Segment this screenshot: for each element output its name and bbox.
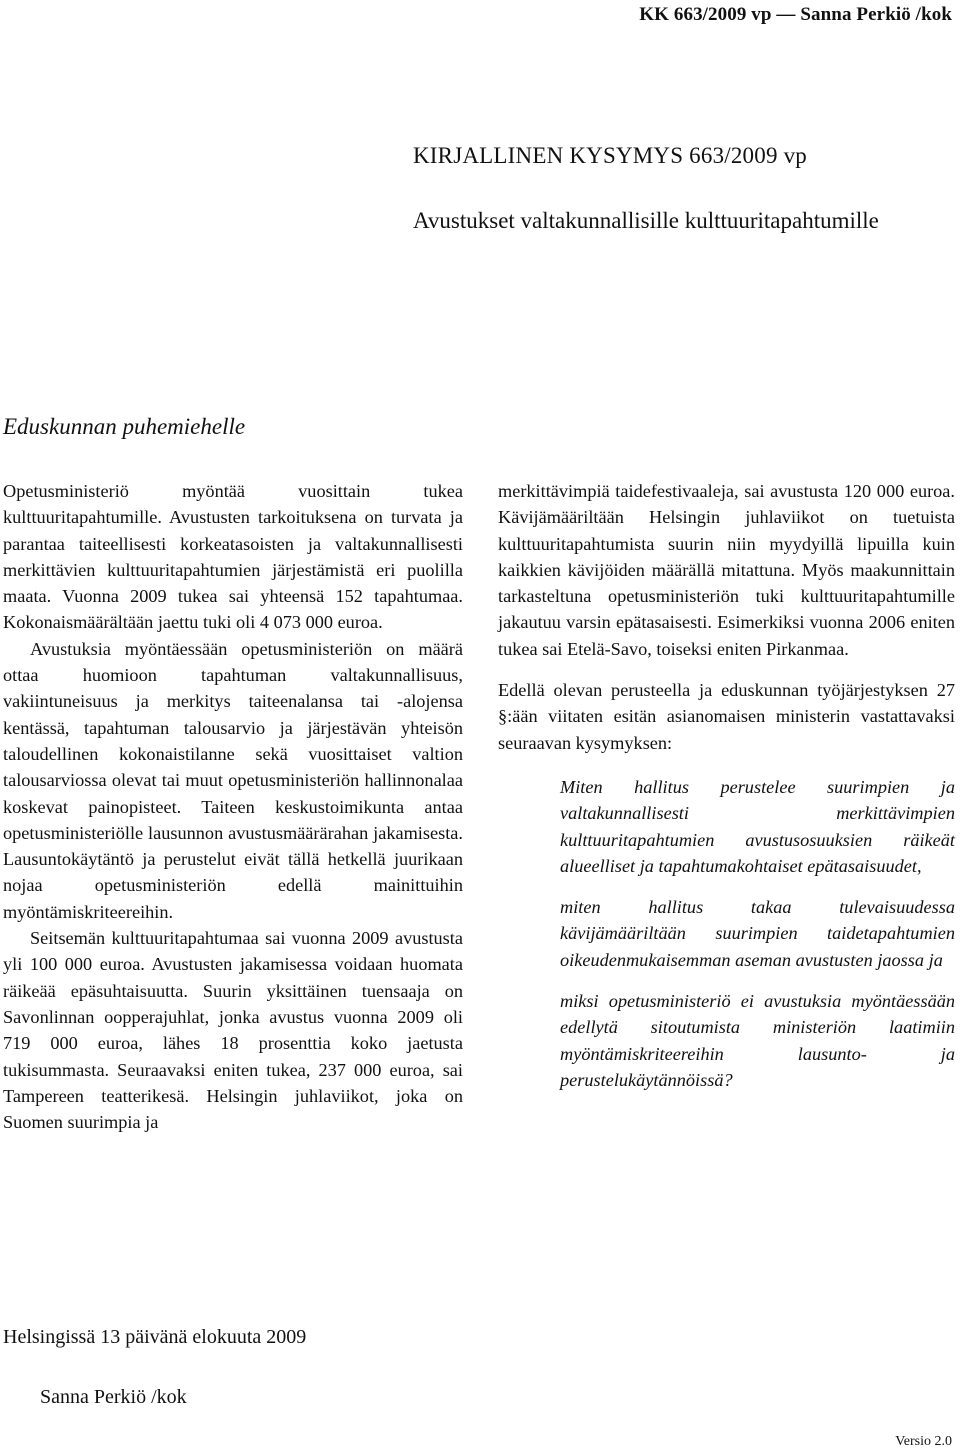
paragraph-distribution: Seitsemän kulttuuritapahtumaa sai vuonna 2009 avustusta yli 100 000 euroa. Avustusten jakamisessa voidaan huomata räikeää epäsuhtaisuutta. Suurin yksittäinen tuensaaja on Savonlinnan oopperajuhlat, jonka avustus vuonna 2009 oli 719 000 euroa, lähes 18 prosenttia koko jaetusta tukisummasta. Seuraavaksi eniten tukea, 237 000 euroa, sai Tampereen teatterikesä. Helsingin juhlaviikot, joka on Suomen suurimpia ja — [3, 928, 463, 1133]
place-date: Helsingissä 13 päivänä elokuuta 2009 — [3, 1326, 307, 1348]
document-title: KIRJALLINEN KYSYMYS 663/2009 vp — [413, 143, 808, 168]
paragraph-criteria: Avustuksia myöntäessään opetusministeriön on määrä ottaa huomioon tapahtuman valtakunnallisuus, vakiintuneisuus ja merkitys taiteenalansa tai -alojensa kentässä, tapahtuman talousarvio ja järjestävän yhteisön taloudellinen kokonaistilanne sekä vuosittaiset valtion talousarviossa olevat tai muut opetusministeriön hallinnonalaa koskevat painopisteet. Taiteen keskustoimikunta antaa opetusministeriölle lausunnon avustusmäärärahan jakamisesta. Lausuntokäytäntö ja perustelut eivät tällä hetkellä juurikaan nojaa opetusministeriön edellä mainittuihin myöntämiskriteereihin. — [3, 638, 463, 922]
right-column — [498, 478, 955, 1108]
version-label: Versio 2.0 — [895, 1434, 952, 1449]
question-item: miksi opetusministeriö ei avustuksia myöntäessään edellytä sitoutumista ministeriön laatimiin myöntämiskriteereihin lausunto- ja perustelukäytännöissä? — [560, 991, 955, 1090]
left-column — [3, 478, 463, 1135]
question-list — [498, 774, 955, 1093]
document-subtitle: Avustukset valtakunnallisille kulttuuritapahtumille — [413, 208, 879, 233]
paragraph-continuation: merkittävimpiä taidefestivaaleja, sai avustusta 120 000 euroa. Kävijämääriltään Helsingin juhlaviikot on tuetuista kulttuuritapahtumista suurin niin myydyillä lipuilla kuin kaikkien kävijöiden määrällä mitattuna. Myös maakunnittain tarkasteltuna opetusministeriön tuki kulttuuritapahtumille jakautuu varsin epätasaisesti. Esimerkiksi vuonna 2006 eniten tukea sai Etelä-Savo, toiseksi eniten Pirkanmaa. — [498, 481, 955, 659]
paragraph-intro: Opetusministeriö myöntää vuosittain tukea kulttuuritapahtumille. Avustusten tarkoituksena on turvata ja parantaa taiteellisesti korkeatasoisten ja valtakunnallisesti merkittävien kulttuuritapahtumien järjestämistä eri puolilla maata. Vuonna 2009 tukea sai yhteensä 152 tapahtumaa. Kokonaismäärältään jaettu tuki oli 4 073 000 euroa. — [3, 481, 463, 633]
running-head: KK 663/2009 vp — Sanna Perkiö /kok — [639, 4, 952, 25]
question-item: miten hallitus takaa tulevaisuudessa kävijämääriltään suurimpien taidetapahtumien oikeudenmukaisemman aseman avustusten jaossa ja — [560, 897, 955, 970]
signature: Sanna Perkiö /kok — [40, 1386, 187, 1408]
salutation: Eduskunnan puhemiehelle — [3, 414, 246, 439]
question-item: Miten hallitus perustelee suurimpien ja valtakunnallisesti merkittävimpien kulttuuritapahtumien avustusosuuksien räikeät alueelliset ja tapahtumakohtaiset epätasaisuudet, — [560, 776, 955, 876]
paragraph-question-intro: Edellä olevan perusteella ja eduskunnan työjärjestyksen 27 §:ään viitaten esitän asianomaisen ministerin vastattavaksi seuraavan kysymyksen: — [498, 680, 955, 753]
